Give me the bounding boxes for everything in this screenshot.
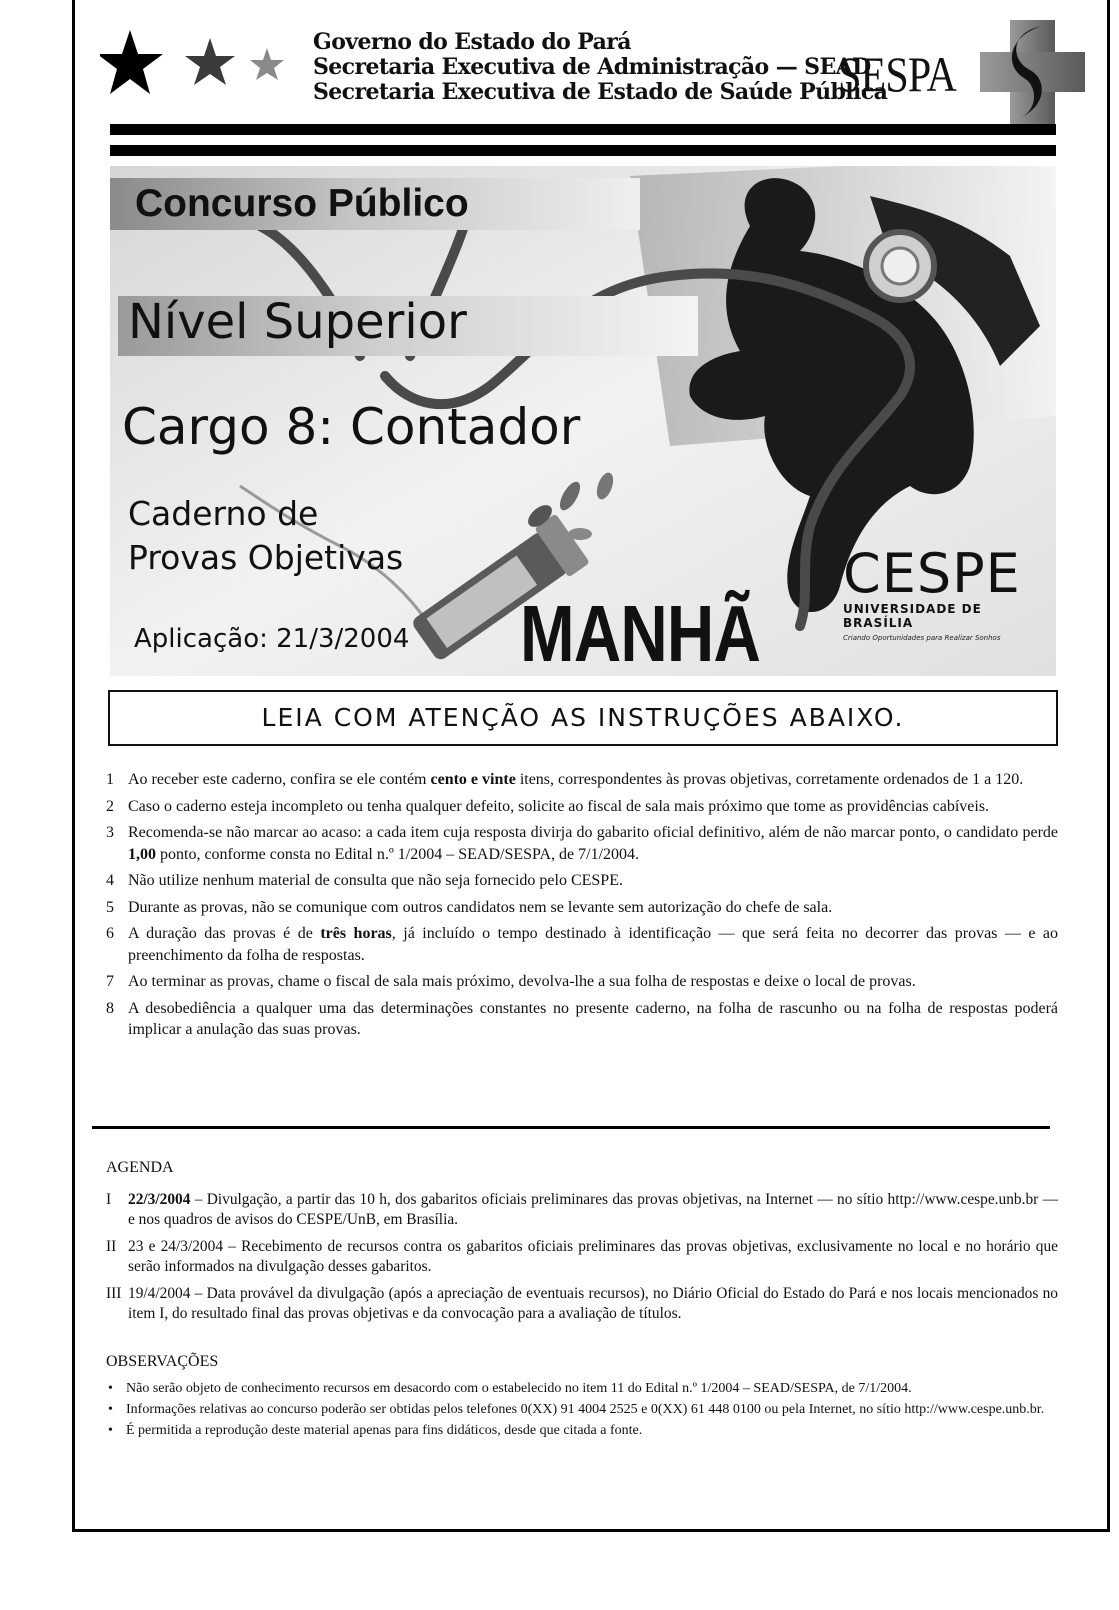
stars-logo (100, 28, 290, 98)
agenda-list (106, 1190, 1058, 1331)
sespa-cross-logo (980, 20, 1085, 125)
instruction-item: 5 Durante as provas, não se comunique com outros candidatos nem se levante sem autorização do chefe de sala. (106, 897, 1058, 919)
header-line-sead: Secretaria Executiva de Administração — SEAD (313, 54, 871, 80)
instruction-item: 8 A desobediência a qualquer uma das determinações constantes no presente caderno, na folha de rascunho ou na folha de respostas poderá implicar a anulação das suas provas. (106, 999, 1058, 1038)
aplicacao-date: Aplicação: 21/3/2004 (134, 624, 410, 654)
cespe-university: UNIVERSIDADE DE BRASÍLIA (843, 602, 982, 630)
instruction-number: 7 (106, 973, 114, 990)
instruction-number: 6 (106, 925, 114, 942)
section-divider (92, 1126, 1050, 1129)
agenda-item: II 23 e 24/3/2004 – Recebimento de recursos contra os gabaritos oficiais preliminares das provas objetivas, exclusivamente no local e no horário que serão informados na divulgação desses gabaritos. (106, 1238, 1058, 1275)
agenda-item: III 19/4/2004 – Data provável da divulgação (após a apreciação de eventuais recursos), no Diário Oficial do Estado do Pará e nos locais mencionados no item I, do resultado final das provas objetivas e da convocação para a avaliação de títulos. (106, 1285, 1058, 1322)
observacao-item: • É permitida a reprodução deste material apenas para fins didáticos, desde que citada a fonte. (106, 1422, 1058, 1439)
observacao-item: • Não serão objeto de conhecimento recursos em desacordo com o estabelecido no item 11 do Edital n.º 1/2004 – SEAD/SESPA, de 7/1/2004. (106, 1380, 1058, 1397)
instruction-number: 4 (106, 872, 114, 889)
instruction-number: 3 (106, 824, 114, 841)
header-institutions (313, 30, 887, 105)
observacoes-list (106, 1380, 1058, 1443)
agenda-date: 22/3/2004 (128, 1191, 191, 1208)
instruction-item: 7 Ao terminar as provas, chame o fiscal de sala mais próximo, devolva-lhe a sua folha de respostas e deixe o local de provas. (106, 971, 1058, 993)
star-large-icon (100, 30, 163, 94)
instruction-item: 3 Recomenda-se não marcar ao acaso: a cada item cuja resposta divirja do gabarito oficial definitivo, além de não marcar ponto, o candidato perde 1,00 ponto, conforme consta no Edital n.º 1/2004 – SEAD/SESPA, de 7/1/2004. (106, 824, 1058, 863)
agenda-date: 23 e 24/3/2004 (128, 1238, 224, 1255)
turno-label: MANHÃ (520, 589, 761, 676)
instruction-number: 8 (106, 999, 114, 1017)
agenda-title: AGENDA (106, 1159, 174, 1176)
instruction-item: 1 Ao receber este caderno, confira se ele contém cento e vinte itens, correspondentes às provas objetivas, corretamente ordenados de 1 a 120. (106, 769, 1058, 791)
header-rule-bottom (110, 145, 1056, 156)
caderno-line-2: Provas Objetivas (128, 538, 404, 577)
header-line-saude: Secretaria Executiva de Estado de Saúde Pública (313, 79, 888, 105)
nivel-title: Nível Superior (128, 294, 467, 350)
agenda-number: III (106, 1285, 122, 1302)
observacao-item: • Informações relativas ao concurso poderão ser obtidas pelos telefones 0(XX) 91 4004 2525 e 0(XX) 61 448 0100 ou pela Internet, no sítio http://www.cespe.unb.br. (106, 1401, 1058, 1418)
instruction-item: 4 Não utilize nenhum material de consulta que não seja fornecido pelo CESPE. (106, 870, 1058, 892)
sespa-brand: SESPA (838, 46, 957, 102)
caderno-line-1: Caderno de (128, 494, 319, 533)
cover-hero (110, 166, 1056, 676)
cespe-tagline: Criando Oportunidades para Realizar Sonhos (843, 634, 1001, 642)
instructions-heading: LEIA COM ATENÇÃO AS INSTRUÇÕES ABAIXO. (261, 703, 905, 732)
header-rule-top (110, 124, 1056, 135)
nivel-banner (118, 296, 698, 356)
header-line-governo: Governo do Estado do Pará (313, 29, 631, 55)
star-small-icon (250, 48, 284, 80)
instruction-number: 2 (106, 797, 114, 815)
star-medium-icon (185, 38, 235, 85)
agenda-item: I 22/3/2004 – Divulgação, a partir das 10 h, dos gabaritos oficiais preliminares das provas objetivas, na Internet — no sítio http://www.cespe.unb.br — e nos quadros de avisos do CESPE/UnB, em Brasília. (106, 1191, 1058, 1228)
instruction-item: 6 A duração das provas é de três horas, já incluído o tempo destinado à identificação — que será feita no decorrer das provas — e ao preenchimento da folha de respostas. (106, 925, 1059, 964)
instructions-list (106, 769, 1058, 1046)
observacoes-title: OBSERVAÇÕES (106, 1353, 219, 1370)
concurso-title: Concurso Público (135, 182, 469, 225)
instruction-item: 2 Caso o caderno esteja incompleto ou tenha qualquer defeito, solicite ao fiscal de sala mais próximo que tome as providências cabíveis. (106, 796, 1058, 818)
agenda-number: II (106, 1238, 117, 1255)
cespe-logo (843, 542, 1053, 642)
instruction-number: 5 (106, 898, 114, 916)
caderno-title (128, 492, 403, 580)
cespe-name: CESPE (843, 542, 1021, 605)
agenda-date: 19/4/2004 (128, 1285, 191, 1302)
concurso-banner (110, 178, 640, 230)
cargo-title: Cargo 8: Contador (122, 398, 581, 456)
agenda-number: I (106, 1191, 112, 1208)
instruction-number: 1 (106, 771, 114, 788)
instructions-heading-box (108, 690, 1058, 746)
